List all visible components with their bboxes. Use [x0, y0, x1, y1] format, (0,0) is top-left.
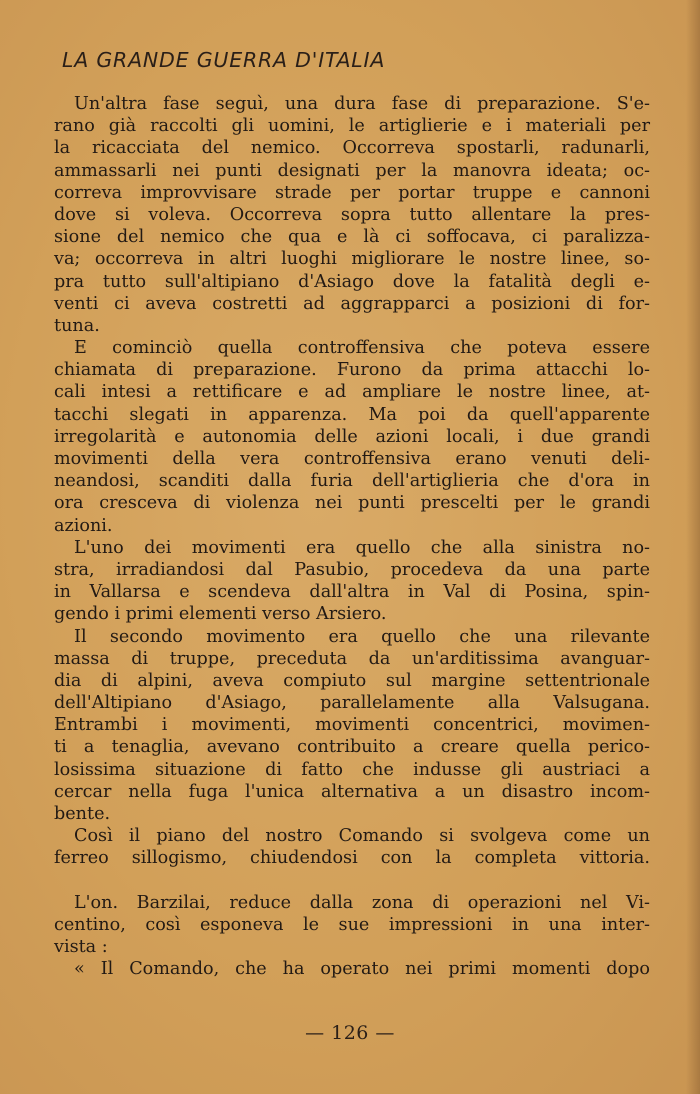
text-line: stra, irradiandosi dal Pasubio, procedeva da una parte — [54, 559, 650, 580]
text-line: ti a tenaglia, avevano contribuito a creare quella perico- — [54, 737, 650, 758]
text-line: in Vallarsa e scendeva dall'altra in Val di Posina, spin- — [54, 582, 650, 603]
text-line: ferreo sillogismo, chiudendosi con la completa vittoria. — [54, 848, 650, 869]
text-line: venti ci aveva costretti ad aggrapparci a posizioni di for- — [54, 293, 650, 314]
text-line: E cominciò quella controffensiva che poteva essere — [74, 338, 650, 359]
body-text — [54, 93, 650, 980]
text-line: rano già raccolti gli uomini, le artiglierie e i materiali per — [54, 116, 650, 137]
text-line: pra tutto sull'altipiano d'Asiago dove la fatalità degli e- — [54, 271, 650, 292]
page-edge-shadow — [686, 0, 700, 1094]
text-line: neandosi, scanditi dalla furia dell'artiglieria che d'ora in — [54, 471, 650, 492]
text-line: L'on. Barzilai, reduce dalla zona di operazioni nel Vi- — [74, 892, 650, 913]
text-line: centino, così esponeva le sue impressioni in una inter- — [54, 914, 650, 935]
text-line: dia di alpini, aveva compiuto sul margine settentrionale — [54, 670, 650, 691]
text-line: correva improvvisare strade per portar truppe e cannoni — [54, 182, 650, 203]
text-line: massa di truppe, preceduta da un'arditissima avanguar- — [54, 648, 650, 669]
text-line: dove si voleva. Occorreva sopra tutto allentare la pres- — [54, 204, 650, 225]
text-line: tacchi slegati in apparenza. Ma poi da quell'apparente — [54, 404, 650, 425]
text-line: la ricacciata del nemico. Occorreva spostarli, radunarli, — [54, 138, 650, 159]
text-line: azioni. — [54, 515, 113, 536]
text-line: Così il piano del nostro Comando si svolgeva come un — [74, 826, 650, 847]
text-line: cali intesi a rettificare e ad ampliare le nostre linee, at- — [54, 382, 650, 403]
text-line: Un'altra fase seguì, una dura fase di preparazione. S'e- — [74, 94, 650, 114]
text-line: Entrambi i movimenti, movimenti concentrici, movimen- — [54, 715, 650, 736]
text-line: tuna. — [54, 315, 100, 336]
text-line: ammassarli nei punti designati per la manovra ideata; oc- — [54, 160, 650, 181]
text-line: gendo i primi elementi verso Arsiero. — [54, 604, 387, 625]
page-number: — 126 — — [305, 1022, 395, 1044]
text-line: L'uno dei movimenti era quello che alla sinistra no- — [74, 537, 650, 558]
text-line: bente. — [54, 804, 111, 824]
text-line: dell'Altipiano d'Asiago, parallelamente alla Valsugana. — [54, 693, 650, 714]
text-line: sione del nemico che qua e là ci soffocava, ci paralizza- — [54, 227, 650, 248]
text-line: movimenti della vera controffensiva erano venuti deli- — [54, 449, 650, 469]
text-line: « Il Comando, che ha operato nei primi momenti dopo — [74, 959, 650, 980]
text-line: irregolarità e autonomia delle azioni locali, i due grandi — [54, 426, 650, 447]
text-line: vista : — [54, 936, 108, 957]
paragraph-gap — [54, 870, 650, 892]
text-line: ora cresceva di violenza nei punti prescelti per le grandi — [54, 493, 650, 514]
text-line: losissima situazione di fatto che indusse gli austriaci a — [54, 759, 650, 780]
running-head: LA GRANDE GUERRA D'ITALIA — [62, 48, 386, 72]
text-line: va; occorreva in altri luoghi migliorare le nostre linee, so- — [54, 249, 650, 270]
text-line: cercar nella fuga l'unica alternativa a un disastro incom- — [54, 781, 650, 802]
text-line: Il secondo movimento era quello che una rilevante — [74, 626, 650, 647]
text-line: chiamata di preparazione. Furono da prima attacchi lo- — [54, 360, 650, 381]
